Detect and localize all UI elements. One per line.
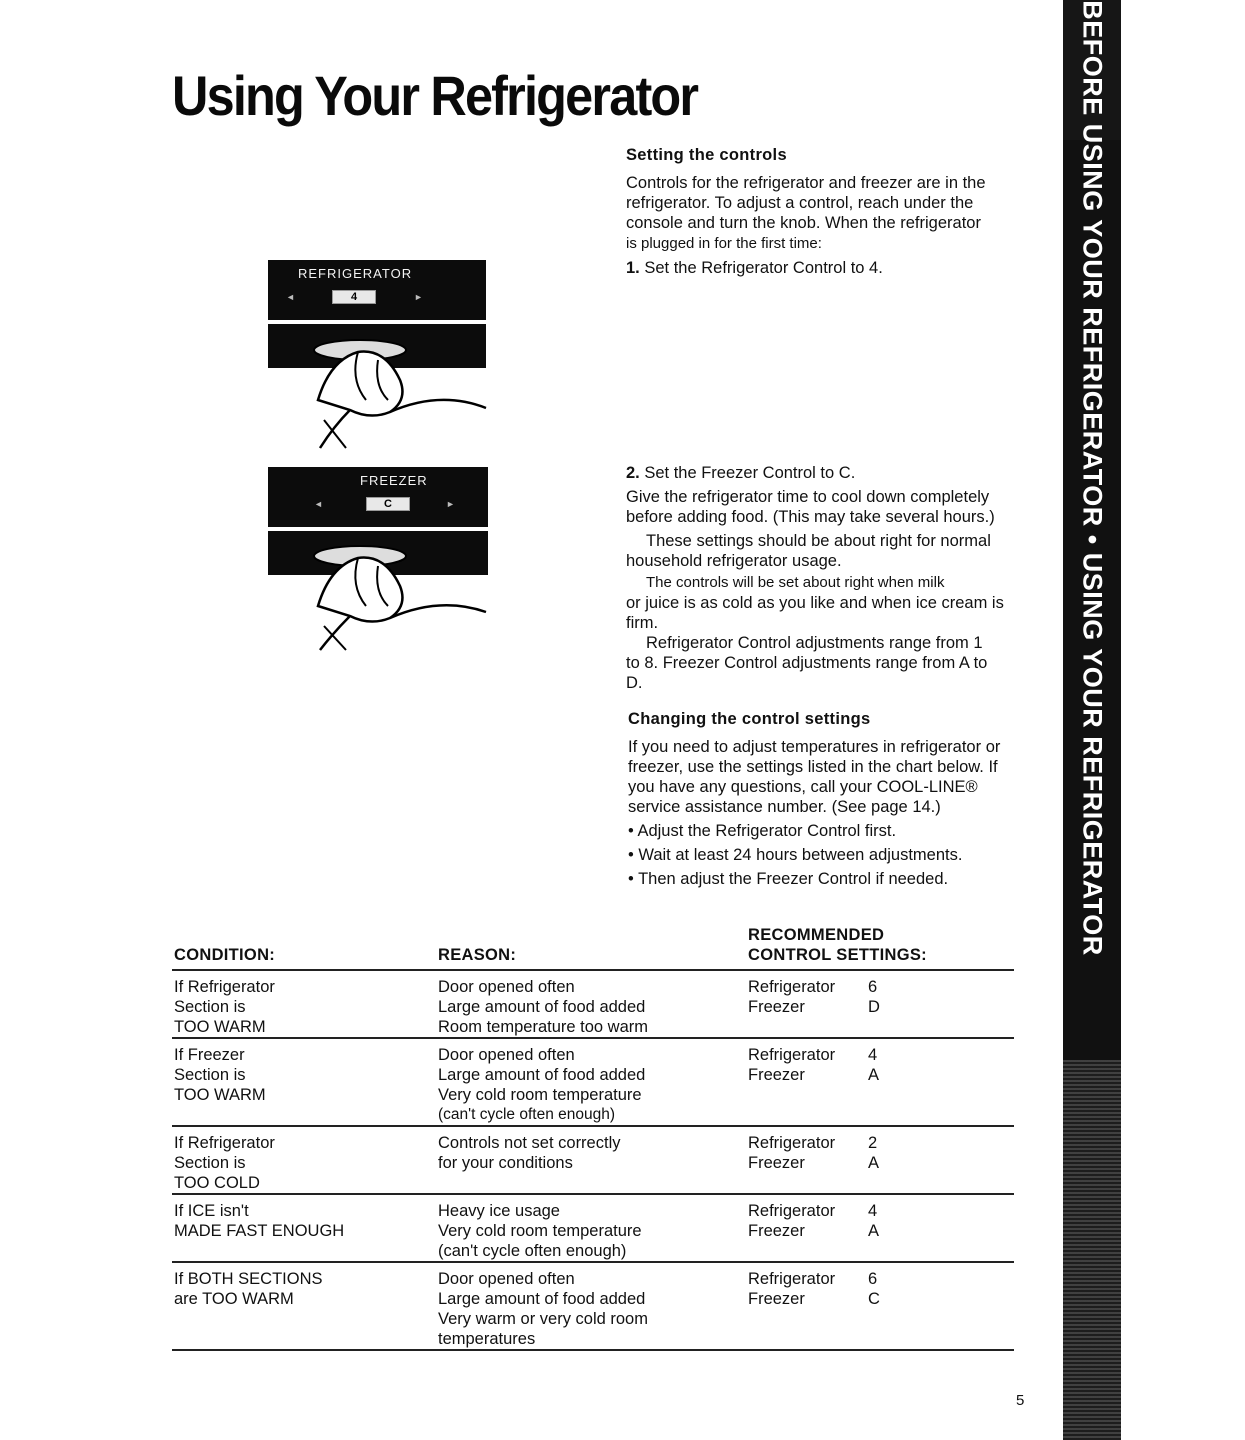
setting-controls-intro: Controls for the refrigerator and freezer are in the refrigerator. To adjust a control, reach under the console and turn the knob. When the refrigerator (626, 174, 986, 232)
bullet-item: • Wait at least 24 hours between adjustments. (628, 846, 963, 864)
setting-controls-intro-end: is plugged in for the first time: (626, 235, 822, 252)
hand-turning-knob-icon (290, 330, 500, 450)
normal-usage-paragraph: These settings should be about right for normal household refrigerator usage. (626, 532, 991, 570)
right-arrow-icon: ► (446, 499, 455, 509)
changing-controls-body: If you need to adjust temperatures in refrigerator or freezer, use the settings listed in the chart below. If you have any questions, call your COOL-LINE® service assistance number. (See page 14.) (628, 738, 1001, 816)
condition-cell: If Freezer Section is TOO WARM (174, 1046, 266, 1104)
condition-cell: If Refrigerator Section is TOO WARM (174, 978, 275, 1036)
freezer-panel-label: FREEZER (360, 473, 428, 488)
left-arrow-icon: ◄ (314, 499, 323, 509)
reason-cell: Door opened often Large amount of food added Very warm or very cold room temperatures (438, 1270, 648, 1348)
condition-header: CONDITION: (174, 946, 276, 964)
refrigerator-dial-indicator: 4 (332, 290, 376, 304)
side-tab-label: BEFORE USING YOUR REFRIGERATOR • USING YOUR REFRIGERATOR (1077, 0, 1108, 956)
changing-controls-heading: Changing the control settings (628, 710, 871, 728)
settings-cell: Refrigerator 4 Freezer A (748, 1046, 880, 1084)
refrigerator-console-panel (268, 260, 486, 320)
table-row (172, 1127, 1014, 1195)
reason-cell: Controls not set correctly for your conditions (438, 1134, 621, 1172)
settings-cell: Refrigerator 6 Freezer D (748, 978, 880, 1016)
reason-cell: Door opened often Large amount of food added Very cold room temperature (can't cycle often enough) (438, 1046, 646, 1123)
refrigerator-panel-label: REFRIGERATOR (298, 266, 413, 281)
bullet-item: • Adjust the Refrigerator Control first. (628, 822, 897, 840)
milk-paragraph-end: or juice is as cold as you like and when ice cream is firm. (626, 594, 1004, 632)
table-row (172, 1195, 1014, 1263)
reason-header: REASON: (438, 946, 517, 964)
table-row (172, 1263, 1014, 1351)
side-section-tab (1063, 0, 1121, 1440)
step-2: 2. Set the Freezer Control to C. (626, 464, 856, 482)
condition-cell: If Refrigerator Section is TOO COLD (174, 1134, 275, 1192)
side-tab-texture (1063, 1060, 1121, 1440)
cooldown-paragraph: Give the refrigerator time to cool down completely before adding food. (This may take several hours.) (626, 488, 995, 526)
setting-controls-section (626, 146, 1026, 278)
milk-paragraph-start: The controls will be set about right when milk (646, 574, 945, 591)
settings-cell: Refrigerator 6 Freezer C (748, 1270, 880, 1308)
left-arrow-icon: ◄ (286, 292, 295, 302)
freezer-dial-indicator: C (366, 497, 410, 511)
condition-cell: If ICE isn't MADE FAST ENOUGH (174, 1202, 345, 1240)
reason-cell: Heavy ice usage Very cold room temperature (can't cycle often enough) (438, 1202, 642, 1260)
reason-cell: Door opened often Large amount of food added Room temperature too warm (438, 978, 648, 1036)
page-title: Using Your Refrigerator (172, 64, 698, 127)
changing-controls-section (628, 710, 1028, 889)
freezer-step-section (626, 463, 1026, 693)
bullet-item: • Then adjust the Freezer Control if needed. (628, 870, 949, 888)
settings-table (172, 925, 1014, 1351)
step-1: 1. Set the Refrigerator Control to 4. (626, 259, 883, 277)
range-paragraph: Refrigerator Control adjustments range from 1 to 8. Freezer Control adjustments range from A to D. (626, 634, 988, 692)
settings-cell: Refrigerator 4 Freezer A (748, 1202, 880, 1240)
hand-turning-knob-icon (290, 536, 500, 656)
setting-controls-heading: Setting the controls (626, 146, 787, 164)
condition-cell: If BOTH SECTIONS are TOO WARM (174, 1270, 323, 1308)
table-row (172, 1039, 1014, 1127)
table-row (172, 971, 1014, 1039)
settings-header: RECOMMENDED CONTROL SETTINGS: (748, 926, 927, 964)
freezer-console-panel (268, 467, 488, 527)
table-header (172, 925, 1014, 971)
right-arrow-icon: ► (414, 292, 423, 302)
page-number: 5 (1016, 1392, 1025, 1409)
settings-cell: Refrigerator 2 Freezer A (748, 1134, 880, 1172)
